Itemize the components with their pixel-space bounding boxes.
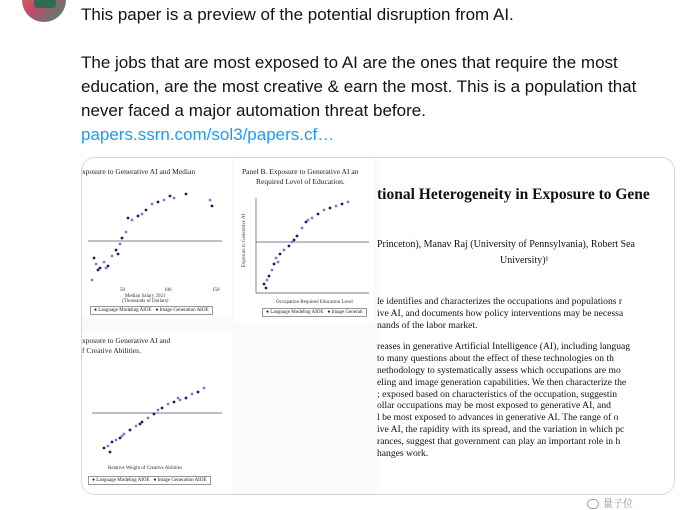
scatter-point [91,279,94,282]
panel-c-creativity [82,330,232,494]
abstract-line: ; exposed based on characteristics of the occupation, suggestin [377,388,618,400]
panel-a-xlabel: Median Salary 2021 (Thousands of Dollars) [122,294,169,304]
scatter-point [93,257,96,260]
panel-a-salary [82,158,232,318]
scatter-point [141,421,144,424]
scatter-point [111,441,114,444]
abstract-line: eling and image generation capabilities. We then characterize the [377,376,627,388]
scatter-point [197,391,200,394]
abstract-line: hanges work. [377,447,429,459]
abstract-line: ive AI, the rapidity with its spread, and the variation in which pc [377,424,625,435]
paper-authors-2: University)¹ [500,255,549,266]
scatter-point [288,245,291,248]
panel-b-xlabel: Occupation Required Education Level [276,300,353,305]
scatter-point [127,217,130,220]
paper-link[interactable]: papers.ssrn.com/sol3/papers.cf… [81,125,335,144]
abstract-line: rances, suggest that government can play an important role in h [377,435,621,447]
scatter-point [107,445,110,448]
scatter-point [263,283,266,286]
scatter-point [211,205,214,208]
scatter-point [117,253,120,256]
scatter-point [317,213,320,216]
scatter-point [169,195,172,198]
paper-title: tional Heterogeneity in Exposure to Gene [377,186,650,203]
paper-authors-1: Princeton), Manav Raj (University of Pennsylvania), Robert Sea [377,239,635,250]
panel-a-tick-3: 150 [212,288,220,293]
scatter-point [347,201,350,204]
panel-b-legend: ● Language Modeling AIOE ● Image Generati [262,308,367,317]
scatter-point [173,197,176,200]
scatter-point [283,249,286,252]
tweet-paragraph-2: The jobs that are most exposed to AI are the ones that require the most education, are the most creative & earn the most. This is a population that never faced a major automation threat before. [81,53,637,120]
abstract-line: ive AI, and documents how policy interventions may be necessa [377,307,624,319]
scatter-point [265,287,268,290]
scatter-point [293,239,296,242]
scatter-point [99,267,102,270]
scatter-point [125,231,128,234]
scatter-point [291,241,294,244]
scatter-point [121,237,124,240]
scatter-point [185,397,188,400]
panel-b-title-1: Panel B. Exposure to Generative AI an [242,167,359,176]
scatter-point [179,399,182,402]
panel-b-education [234,158,374,323]
scatter-point [167,403,170,406]
scatter-point [95,263,98,266]
paper-abstract [377,158,674,494]
scatter-point [139,423,142,426]
scatter-point [277,261,280,264]
author-avatar[interactable] [22,0,66,22]
panel-b-scatter [234,158,374,323]
scatter-point [161,407,164,410]
abstract-line: ollar occupations may be most exposed to generative AI, and [377,400,611,412]
scatter-point [329,207,332,210]
scatter-point [145,209,148,212]
scatter-point [109,451,112,454]
tweet-media-image[interactable] [81,157,675,495]
scatter-point [153,413,156,416]
scatter-point [266,279,269,282]
scatter-point [275,257,278,260]
scatter-point [279,253,282,256]
panel-a-title: xposure to Generative AI and Median [82,167,196,176]
scatter-point [105,267,108,270]
scatter-point [301,227,304,230]
scatter-point [307,219,310,222]
scatter-point [323,209,326,212]
scatter-point [129,429,132,432]
scatter-point [296,235,299,238]
scatter-point [271,269,274,272]
scatter-point [157,409,160,412]
abstract-line: reases in generative Artificial Intelligence (AI), including languag [377,341,631,353]
abstract-line: nethodology to systematically assess which occupations are mo [377,365,621,376]
scatter-point [268,275,271,278]
panel-a-legend: ● Language Modeling AIOE ● Image Generation AIOE [90,306,213,315]
scatter-point [121,435,124,438]
scatter-point [305,221,308,224]
scatter-point [335,205,338,208]
scatter-point [131,219,134,222]
tweet-text [81,3,671,147]
scatter-point [311,217,314,220]
scatter-point [177,397,180,400]
scatter-point [173,401,176,404]
scatter-point [191,393,194,396]
panel-c-title-2: f Creative Abilities. [82,346,141,355]
panel-c-xlabel: Relative Weight of Creative Abilities [108,466,182,471]
abstract-line: le identifies and characterizes the occupations and populations r [377,296,623,307]
scatter-point [163,199,166,202]
tweet-line-1: This paper is a preview of the potential disruption from AI. [81,5,514,24]
panel-b-title-2: Required Level of Education. [256,177,345,186]
panel-c-title-1: xposure to Generative AI and [82,336,171,345]
scatter-point [103,447,106,450]
abstract-line: l be most exposed to advances in generative AI. The range of o [377,412,619,424]
panel-b-ylabel: Exposure to Generative AI [242,213,248,268]
wechat-icon [587,499,599,509]
scatter-point [123,433,126,436]
scatter-point [103,261,106,264]
scatter-point [141,213,144,216]
scatter-point [147,417,150,420]
panel-a-tick-2: 100 [164,288,172,293]
scatter-point [97,269,100,272]
scatter-point [111,255,114,258]
scatter-point [135,425,138,428]
scatter-point [157,201,160,204]
scatter-point [115,439,118,442]
abstract-line: nands of the labor market. [377,319,478,331]
scatter-point [107,265,110,268]
scatter-point [119,437,122,440]
scatter-point [209,199,212,202]
scatter-point [203,387,206,390]
panel-a-tick-1: 50 [120,288,125,293]
scatter-point [151,203,154,206]
scatter-point [119,243,122,246]
scatter-point [341,203,344,206]
panel-c-legend: ● Language Modeling AIOE ● Image Generation AIOE [88,476,211,485]
scatter-point [137,215,140,218]
scatter-point [185,193,188,196]
scatter-point [273,263,276,266]
scatter-point [115,249,118,252]
watermark: 量子位 [587,495,633,510]
abstract-line: to many questions about the effect of these technologies on th [377,353,614,365]
